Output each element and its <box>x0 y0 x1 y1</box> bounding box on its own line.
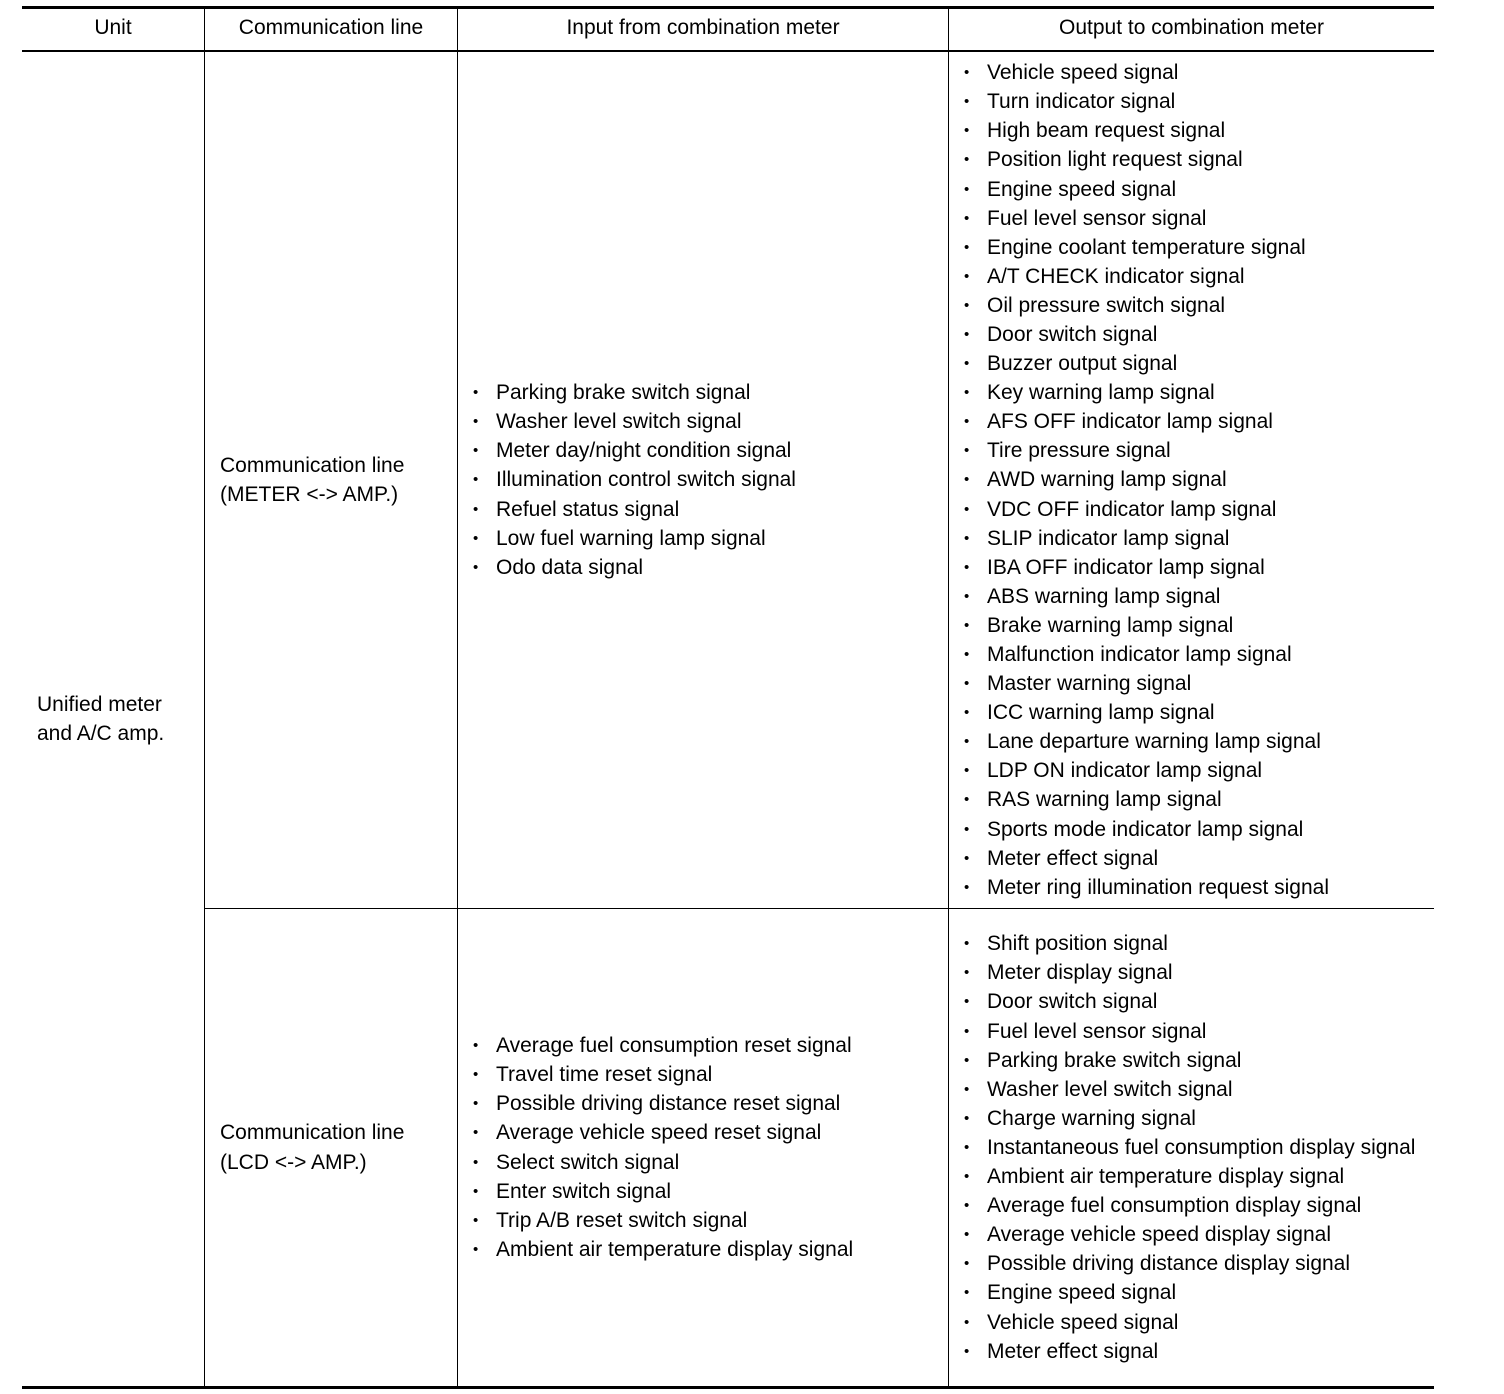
output-signal-item <box>964 1278 1419 1307</box>
signal-name: Malfunction indicator lamp signal <box>987 643 1292 667</box>
input-signal-item <box>473 1089 943 1118</box>
input-signal-item <box>473 1060 943 1089</box>
output-signal-item <box>964 233 1432 262</box>
input-signal-item <box>473 436 943 465</box>
signal-name: ICC warning lamp signal <box>987 701 1215 725</box>
header-input: Input from combination meter <box>566 16 840 39</box>
communication-line-endpoints: (METER <-> AMP.) <box>220 483 399 506</box>
column-divider-unit <box>204 6 205 1387</box>
output-signal-item <box>964 145 1432 174</box>
bullet-icon: • <box>473 1124 479 1142</box>
bullet-icon: • <box>964 384 970 402</box>
input-signal-item <box>473 378 943 407</box>
communication-line-cell <box>220 909 456 1386</box>
communication-line-name: Communication line <box>220 1121 405 1145</box>
output-signal-list <box>964 58 1432 902</box>
communication-line-endpoints: (LCD <-> AMP.) <box>220 1150 367 1174</box>
output-signal-item <box>964 1075 1419 1104</box>
signal-name: Average vehicle speed display signal <box>987 1223 1331 1247</box>
bullet-icon: • <box>964 558 970 576</box>
output-signal-item <box>964 1308 1419 1337</box>
unit-name-line: and A/C amp. <box>37 722 165 745</box>
communication-line-cell <box>220 52 456 908</box>
signal-name: Fuel level sensor signal <box>987 206 1207 230</box>
signal-name: Meter day/night condition signal <box>496 439 792 463</box>
signal-name: Meter display signal <box>987 961 1173 985</box>
output-signal-item <box>964 727 1432 756</box>
bullet-icon: • <box>473 1153 479 1171</box>
header-communication-line: Communication line <box>238 16 424 39</box>
input-signal-item <box>473 553 943 582</box>
input-signal-item <box>473 495 943 524</box>
output-signal-item <box>964 262 1432 291</box>
signal-name: Lane departure warning lamp signal <box>987 730 1321 754</box>
signal-name: Master warning signal <box>987 672 1192 696</box>
output-signal-item <box>964 844 1432 873</box>
output-signal-item <box>964 640 1432 669</box>
signal-name: RAS warning lamp signal <box>987 788 1222 812</box>
output-signal-item <box>964 436 1432 465</box>
signal-name: Meter effect signal <box>987 1339 1159 1363</box>
output-signal-item <box>964 407 1432 436</box>
signal-name: Engine speed signal <box>987 1281 1177 1305</box>
signal-name: Turn indicator signal <box>987 90 1176 114</box>
bullet-icon: • <box>964 1226 970 1244</box>
signal-name: Enter switch signal <box>496 1179 672 1203</box>
output-signal-item <box>964 495 1432 524</box>
signal-name: IBA OFF indicator lamp signal <box>987 555 1265 579</box>
bullet-icon: • <box>964 1313 970 1331</box>
bullet-icon: • <box>473 529 479 547</box>
signal-name: Washer level switch signal <box>987 1077 1233 1101</box>
signal-name: Sports mode indicator lamp signal <box>987 817 1304 841</box>
bullet-icon: • <box>964 64 970 82</box>
output-signal-item <box>964 815 1432 844</box>
header-output: Output to combination meter <box>1059 16 1324 39</box>
bullet-icon: • <box>473 384 479 402</box>
output-signal-item <box>964 320 1432 349</box>
signal-name: A/T CHECK indicator signal <box>987 264 1245 288</box>
column-divider-input <box>948 6 949 1387</box>
input-signal-item <box>473 1148 943 1177</box>
input-cell <box>473 909 943 1386</box>
bullet-icon: • <box>964 935 970 953</box>
signal-name: Oil pressure switch signal <box>987 293 1226 317</box>
signal-name: Door switch signal <box>987 322 1158 346</box>
bullet-icon: • <box>964 180 970 198</box>
bullet-icon: • <box>964 471 970 489</box>
output-signal-item <box>964 958 1419 987</box>
signal-name: Meter effect signal <box>987 846 1159 870</box>
output-signal-item <box>964 204 1432 233</box>
signal-name: Washer level switch signal <box>496 410 742 434</box>
signal-name: Possible driving distance display signal <box>987 1252 1351 1276</box>
bullet-icon: • <box>964 1342 970 1360</box>
output-signal-item <box>964 1162 1419 1191</box>
bullet-icon: • <box>964 587 970 605</box>
signal-name: Select switch signal <box>496 1150 680 1174</box>
output-signal-item <box>964 349 1432 378</box>
bullet-icon: • <box>964 238 970 256</box>
bullet-icon: • <box>473 471 479 489</box>
unit-name-line: Unified meter <box>37 692 162 716</box>
signal-name: Parking brake switch signal <box>496 381 751 405</box>
bullet-icon: • <box>473 1240 479 1258</box>
signal-name: Average fuel consumption display signal <box>987 1194 1362 1218</box>
signal-name: Trip A/B reset switch signal <box>496 1208 748 1232</box>
signal-name: Engine coolant temperature signal <box>987 235 1306 259</box>
signal-name: Fuel level sensor signal <box>987 1019 1207 1043</box>
bullet-icon: • <box>964 355 970 373</box>
bullet-icon: • <box>964 646 970 664</box>
output-signal-list <box>964 929 1419 1365</box>
bullet-icon: • <box>964 675 970 693</box>
output-signal-item <box>964 987 1419 1016</box>
bullet-icon: • <box>964 413 970 431</box>
bullet-icon: • <box>964 151 970 169</box>
bullet-icon: • <box>964 733 970 751</box>
output-signal-item <box>964 1104 1419 1133</box>
signal-name: Meter ring illumination request signal <box>987 875 1329 899</box>
signal-table <box>22 6 1434 1389</box>
bullet-icon: • <box>473 413 479 431</box>
output-signal-item <box>964 1046 1419 1075</box>
bullet-icon: • <box>473 1182 479 1200</box>
signal-name: Low fuel warning lamp signal <box>496 526 766 550</box>
signal-name: Key warning lamp signal <box>987 381 1215 405</box>
bullet-icon: • <box>964 122 970 140</box>
bullet-icon: • <box>964 1168 970 1186</box>
signal-name: Shift position signal <box>987 932 1168 956</box>
signal-name: Brake warning lamp signal <box>987 613 1234 637</box>
output-signal-item <box>964 1133 1419 1162</box>
input-cell <box>473 52 943 908</box>
input-signal-item <box>473 1235 943 1264</box>
column-divider-line <box>457 6 458 1387</box>
communication-line-name: Communication line <box>220 453 405 477</box>
bullet-icon: • <box>473 1066 479 1084</box>
bullet-icon: • <box>964 325 970 343</box>
bullet-icon: • <box>964 93 970 111</box>
signal-name: Ambient air temperature display signal <box>496 1237 854 1261</box>
signal-name: Average vehicle speed reset signal <box>496 1121 822 1145</box>
bullet-icon: • <box>964 1080 970 1098</box>
bullet-icon: • <box>473 1211 479 1229</box>
bullet-icon: • <box>964 267 970 285</box>
bullet-icon: • <box>964 1022 970 1040</box>
bullet-icon: • <box>964 878 970 896</box>
signal-name: Charge warning signal <box>987 1106 1196 1130</box>
bullet-icon: • <box>964 1197 970 1215</box>
bullet-icon: • <box>473 1095 479 1113</box>
input-signal-item <box>473 1118 943 1147</box>
signal-name: LDP ON indicator lamp signal <box>987 759 1263 783</box>
signal-name: Position light request signal <box>987 148 1243 172</box>
bullet-icon: • <box>473 558 479 576</box>
signal-name: Possible driving distance reset signal <box>496 1092 841 1116</box>
output-signal-item <box>964 465 1432 494</box>
bullet-icon: • <box>964 209 970 227</box>
bullet-icon: • <box>964 1109 970 1127</box>
input-signal-item <box>473 524 943 553</box>
signal-name: High beam request signal <box>987 119 1226 143</box>
output-signal-item <box>964 175 1432 204</box>
signal-name: AWD warning lamp signal <box>987 468 1227 492</box>
signal-name: SLIP indicator lamp signal <box>987 526 1230 550</box>
output-signal-item <box>964 1337 1419 1366</box>
output-signal-item <box>964 756 1432 785</box>
output-signal-item <box>964 929 1419 958</box>
output-signal-item <box>964 1220 1419 1249</box>
signal-name: Illumination control switch signal <box>496 468 796 492</box>
output-cell <box>964 52 1432 908</box>
output-signal-item <box>964 291 1432 320</box>
input-signal-item <box>473 1031 943 1060</box>
bullet-icon: • <box>964 791 970 809</box>
bullet-icon: • <box>964 529 970 547</box>
output-signal-item <box>964 785 1432 814</box>
output-signal-item <box>964 669 1432 698</box>
output-signal-item <box>964 873 1432 902</box>
bullet-icon: • <box>964 820 970 838</box>
signal-name: Buzzer output signal <box>987 352 1178 376</box>
output-cell <box>964 909 1419 1386</box>
bullet-icon: • <box>473 1037 479 1055</box>
output-signal-item <box>964 58 1432 87</box>
output-signal-item <box>964 378 1432 407</box>
signal-name: Average fuel consumption reset signal <box>496 1034 852 1058</box>
output-signal-item <box>964 1017 1419 1046</box>
input-signal-list <box>473 1031 943 1264</box>
bullet-icon: • <box>964 1255 970 1273</box>
signal-name: Vehicle speed signal <box>987 1310 1179 1334</box>
input-signal-item <box>473 407 943 436</box>
bullet-icon: • <box>964 704 970 722</box>
table-bottom-rule <box>22 1386 1434 1389</box>
output-signal-item <box>964 582 1432 611</box>
signal-name: Travel time reset signal <box>496 1063 713 1087</box>
signal-name: Engine speed signal <box>987 177 1177 201</box>
bullet-icon: • <box>964 1051 970 1069</box>
output-signal-item <box>964 1191 1419 1220</box>
header-unit: Unit <box>94 16 132 39</box>
signal-name: Parking brake switch signal <box>987 1048 1242 1072</box>
unit-cell <box>22 52 204 1386</box>
bullet-icon: • <box>964 849 970 867</box>
signal-name: Ambient air temperature display signal <box>987 1165 1345 1189</box>
input-signal-item <box>473 1206 943 1235</box>
output-signal-item <box>964 87 1432 116</box>
output-signal-item <box>964 524 1432 553</box>
signal-name: ABS warning lamp signal <box>987 584 1221 608</box>
input-signal-item <box>473 465 943 494</box>
signal-name: Door switch signal <box>987 990 1158 1014</box>
output-signal-item <box>964 698 1432 727</box>
bullet-icon: • <box>473 442 479 460</box>
bullet-icon: • <box>964 993 970 1011</box>
bullet-icon: • <box>964 442 970 460</box>
bullet-icon: • <box>964 1284 970 1302</box>
input-signal-list <box>473 378 943 582</box>
signal-name: Odo data signal <box>496 555 644 579</box>
output-signal-item <box>964 553 1432 582</box>
output-signal-item <box>964 611 1432 640</box>
bullet-icon: • <box>964 616 970 634</box>
bullet-icon: • <box>964 964 970 982</box>
signal-name: Tire pressure signal <box>987 439 1171 463</box>
output-signal-item <box>964 116 1432 145</box>
signal-name: Vehicle speed signal <box>987 61 1179 85</box>
signal-name: AFS OFF indicator lamp signal <box>987 410 1273 434</box>
bullet-icon: • <box>964 296 970 314</box>
input-signal-item <box>473 1177 943 1206</box>
bullet-icon: • <box>964 500 970 518</box>
signal-name: Instantaneous fuel consumption display signal <box>987 1135 1416 1159</box>
bullet-icon: • <box>473 500 479 518</box>
bullet-icon: • <box>964 1138 970 1156</box>
signal-name: VDC OFF indicator lamp signal <box>987 497 1277 521</box>
output-signal-item <box>964 1249 1419 1278</box>
signal-name: Refuel status signal <box>496 497 680 521</box>
bullet-icon: • <box>964 762 970 780</box>
